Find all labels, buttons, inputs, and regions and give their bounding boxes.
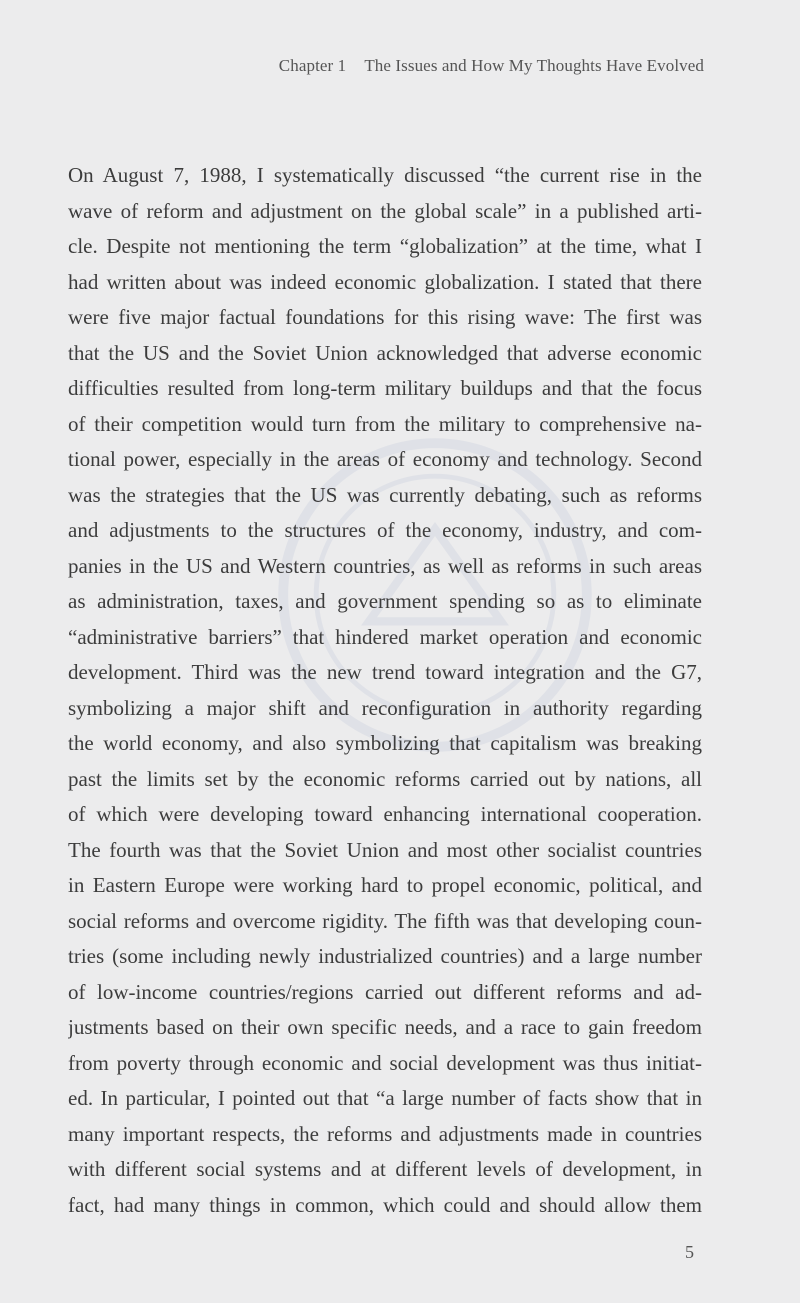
text-line: past the limits set by the economic reforms carried out by nations, all [68,766,702,791]
text-line: that the US and the Soviet Union acknowledged that adverse economic [68,340,702,365]
text-line: of low-income countries/regions carried out different reforms and ad- [68,979,702,1004]
text-line: as administration, taxes, and government spending so as to eliminate [68,589,702,613]
text-line: development. Third was the new trend toward integration and the G7, [68,660,702,684]
text-line: and adjustments to the structures of the economy, industry, and com- [68,518,702,542]
text-line: of their competition would turn from the military to comprehensive na- [68,411,702,436]
text-line: tries (some including newly industrialized countries) and a large number [68,944,702,968]
chapter-label: Chapter 1 [278,56,347,75]
text-line: was the strategies that the US was currently debating, such as reforms [68,482,702,507]
text-line: difficulties resulted from long-term military buildups and that the focus [68,376,702,400]
page-number: 5 [685,1242,694,1262]
text-line: justments based on their own specific needs, and a race to gain freedom [68,1015,702,1039]
text-line: cle. Despite not mentioning the term “globalization” at the time, what I [68,234,702,258]
text-line: The fourth was that the Soviet Union and most other socialist countries [68,837,702,862]
text-line: were five major factual foundations for this rising wave: The first was [68,305,702,329]
text-line: symbolizing a major shift and reconfiguration in authority regarding [68,695,702,720]
text-line: On August 7, 1988, I systematically discussed “the current rise in the [68,163,702,187]
text-line: had written about was indeed economic globalization. I stated that there [68,269,702,294]
text-line: in Eastern Europe were working hard to propel economic, political, and [68,873,702,897]
text-line: ed. In particular, I pointed out that “a large number of facts show that in [68,1086,702,1110]
chapter-title: The Issues and How My Thoughts Have Evolved [364,56,704,75]
text-line: tional power, especially in the areas of economy and technology. Second [68,447,702,471]
text-line: with different social systems and at different levels of development, in [68,1157,702,1181]
text-line: many important respects, the reforms and adjustments made in countries [68,1121,702,1146]
body-paragraph [68,158,702,1223]
text-line: of which were developing toward enhancing international cooperation. [68,802,702,826]
text-line: “administrative barriers” that hindered market operation and economic [68,624,702,649]
running-header [279,56,704,76]
text-line: the world economy, and also symbolizing that capitalism was breaking [68,731,702,755]
text-line: from poverty through economic and social development was thus initiat- [68,1050,702,1075]
text-line: wave of reform and adjustment on the global scale” in a published arti- [68,198,702,223]
text-line: panies in the US and Western countries, as well as reforms in such areas [68,553,702,578]
text-line: fact, had many things in common, which could and should allow them [68,1192,702,1217]
text-line: social reforms and overcome rigidity. The fifth was that developing coun- [68,908,702,933]
